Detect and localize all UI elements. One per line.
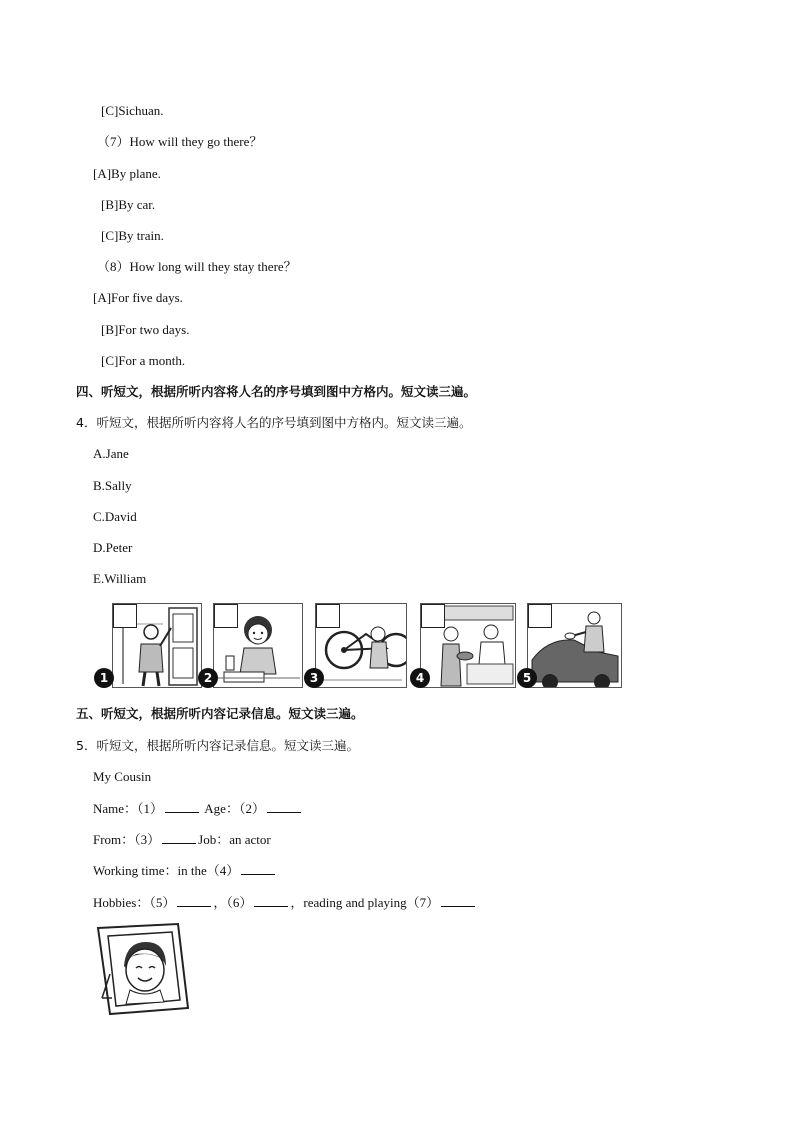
- answer-box-2[interactable]: [214, 604, 238, 628]
- blank-6[interactable]: [254, 894, 288, 907]
- question-7: （7）How will they go there？: [97, 134, 263, 149]
- picture-number-3: 3: [304, 668, 324, 688]
- name-option-d: D.Peter: [93, 540, 133, 555]
- section-5-heading: 五、听短文，根据所听内容记录信息。短文读三遍。: [76, 706, 364, 721]
- answer-box-5[interactable]: [528, 604, 552, 628]
- picture-2-girl-drawing: [213, 603, 303, 688]
- blank-7[interactable]: [441, 894, 475, 907]
- question-8: （8）How long will they stay there？: [97, 259, 297, 274]
- question-6-option-c: [C]Sichuan.: [101, 103, 164, 118]
- blank-3[interactable]: [162, 831, 196, 844]
- section-4-heading: 四、听短文，根据所听内容将人名的序号填到图中方格内。短文读三遍。: [76, 384, 477, 399]
- question-7-option-b: [B]By car.: [101, 197, 156, 212]
- answer-box-3[interactable]: [316, 604, 340, 628]
- name-option-e: E.William: [93, 571, 147, 586]
- hobbies-label: Hobbies：（5）: [93, 895, 176, 910]
- name-option-c: C.David: [93, 509, 137, 524]
- name-label: Name：（1）: [93, 801, 164, 816]
- from-job-row: [93, 831, 271, 848]
- blank-1[interactable]: [165, 800, 199, 813]
- section-4-instruction: 4．听短文，根据所听内容将人名的序号填到图中方格内。短文读三遍。: [76, 415, 472, 430]
- picture-5-man-washing-car: [527, 603, 622, 688]
- question-8-option-a: [A]For five days.: [93, 290, 183, 305]
- working-time-label: Working time：in the（4）: [93, 863, 240, 878]
- name-option-b: B.Sally: [93, 478, 132, 493]
- picture-4-two-people-cooking: [420, 603, 516, 688]
- question-8-option-b: [B]For two days.: [101, 322, 190, 337]
- picture-1-man-at-door: [112, 603, 202, 688]
- answer-box-4[interactable]: [421, 604, 445, 628]
- name-age-row: [93, 800, 303, 817]
- question-7-option-c: [C]By train.: [101, 228, 164, 243]
- picture-number-1: 1: [94, 668, 114, 688]
- passage-title: My Cousin: [93, 769, 152, 784]
- answer-box-1[interactable]: [113, 604, 137, 628]
- question-7-option-a: [A]By plane.: [93, 166, 161, 181]
- hobbies-middle: ，reading and playing（7）: [290, 895, 440, 910]
- from-label: From：（3）: [93, 832, 161, 847]
- picture-number-4: 4: [410, 668, 430, 688]
- question-8-option-c: [C]For a month.: [101, 353, 186, 368]
- section-5-instruction: 5．听短文，根据所听内容记录信息。短文读三遍。: [76, 738, 359, 753]
- picture-number-5: 5: [517, 668, 537, 688]
- name-option-a: A.Jane: [93, 446, 129, 461]
- blank-4[interactable]: [241, 862, 275, 875]
- picture-3-boy-with-bicycle: [315, 603, 407, 688]
- working-time-row: [93, 862, 277, 879]
- job-label: Job：an actor: [198, 832, 271, 847]
- blank-5[interactable]: [177, 894, 211, 907]
- hobbies-separator: ，（6）: [213, 895, 253, 910]
- blank-2[interactable]: [267, 800, 301, 813]
- picture-number-2: 2: [198, 668, 218, 688]
- hobbies-row: [93, 894, 477, 911]
- photo-frame-illustration: [94, 922, 194, 1018]
- age-label: Age：（2）: [204, 801, 265, 816]
